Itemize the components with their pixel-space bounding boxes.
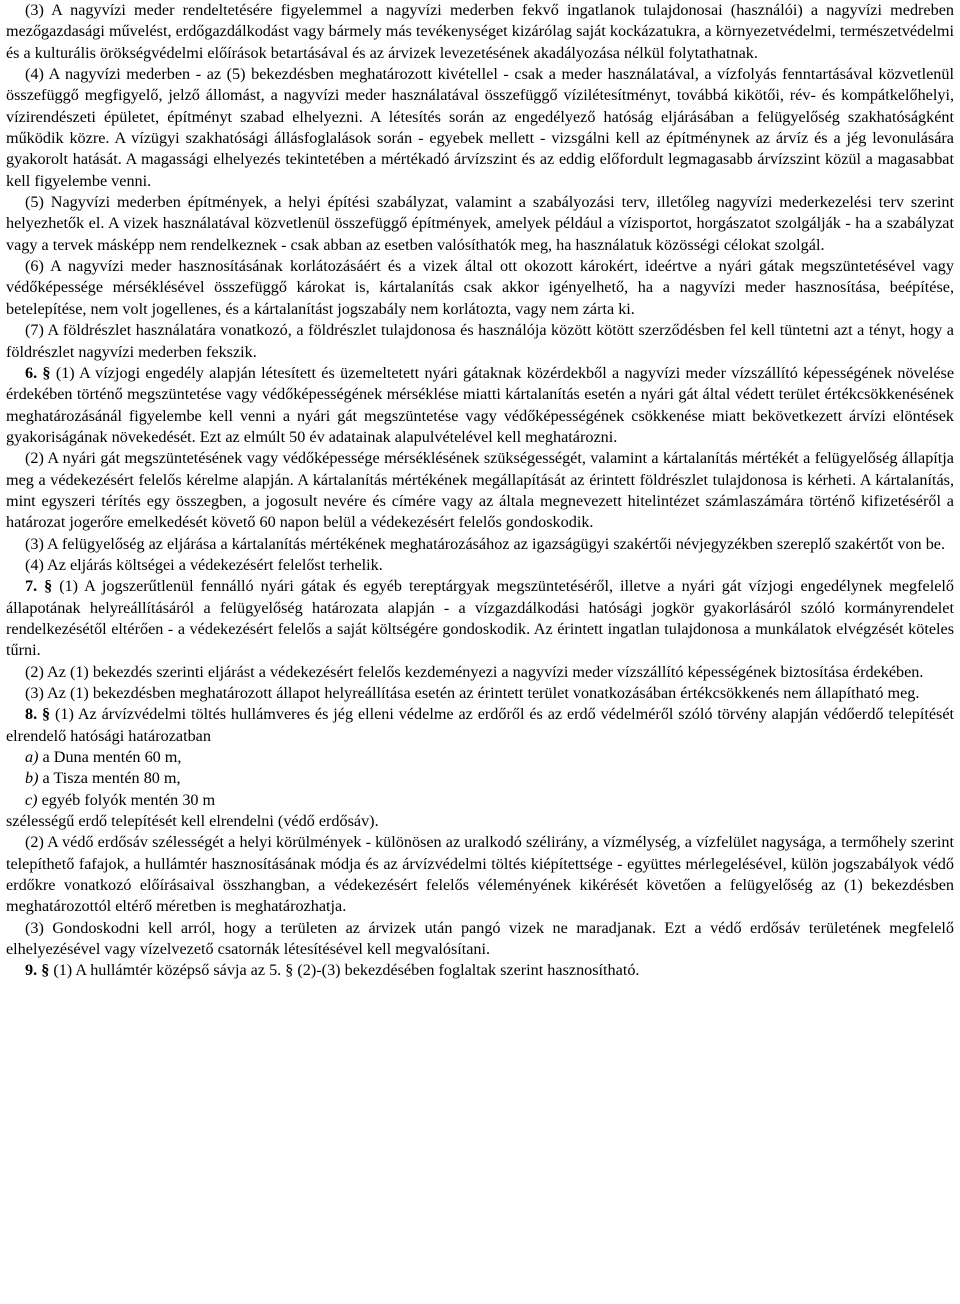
- paragraph-8-2: (2) A védő erdősáv szélességét a helyi körülmények - különösen az uralkodó szélirány, a vízmélység, a vízfelület nagysága, a termőhely szerint telepíthető fafajok, a hullámtér hasznosításának módja és az árvízvédelmi töltés kiépítettsége - együttes mérlegelésével, külön jogszabályok védő erdőkre vonatkozó előírásaival összhangban, a védekezésért felelős véleményének kikérését követően a felügyelőség az (1) bekezdésben meghatározottól eltérő méretben is meghatározhatja.: [6, 833, 954, 916]
- paragraph-5-3: (3) A nagyvízi meder rendeltetésére figyelemmel a nagyvízi mederben fekvő ingatlanok tulajdonosai (használói) a nagyvízi medreben mezőgazdasági művelést, erdőgazdálkodást vagy bármely más tevékenységet kizárólag saját kockázatukra, a környezetvédelmi, természetvédelmi és a kulturális örökségvédelmi előírások betartásával és az árvizek levezetésének akadályozása nélkül folytathatnak.: [6, 1, 954, 62]
- list-item-c: [6, 790, 954, 811]
- paragraph-7-2: (2) Az (1) bekezdés szerinti eljárást a védekezésért felelős kezdeményezi a nagyvízi meder vízszállító képességének biztosítása érdekében.: [25, 662, 924, 681]
- paragraph-5-4: (4) A nagyvízi mederben - az (5) bekezdésben meghatározott kivétellel - csak a meder használatával, a vízfolyás fenntartásával közvetlenül összefüggő megfigyelő, jelző állomást, a nagyvízi meder használatával összefüggő vízilétesítményt, továbbá kikötői, rév- és kompátkelőhelyi, vízirendészeti épületet, építményt szabad elhelyezni. A létesítés során az engedélyező hatóság eljárásában a felügyelőség szakhatóságként működik közre. A vízügyi szakhatósági állásfoglalások során - egyebek mellett - vizsgálni kell az építménynek az árvíz és a jég levonulására gyakorolt hatását. A magassági elhelyezés tekintetében a mértékadó árvízszint és az eddig előfordult legmagasabb árvízszint közül a magasabbat kell figyelembe venni.: [6, 65, 954, 190]
- list-text: egyéb folyók mentén 30 m: [37, 790, 216, 809]
- list-letter: a): [25, 748, 39, 767]
- list-item-b: [6, 768, 954, 789]
- paragraph-8-1-continuation: szélességű erdő telepítését kell elrendelni (védő erdősáv).: [6, 812, 379, 831]
- list-text: a Tisza mentén 80 m,: [38, 769, 181, 788]
- paragraph-text: (1) A jogszerűtlenül fennálló nyári gátak és egyéb tereptárgyak megszüntetéséről, illetve a nyári gát vízjogi engedélynek megfelelő állapotának helyreállításáról a felügyelőség határozata alapján - a vízgazdálkodási hatósági jogkör gyakorlásáról szóló kormányrendelet rendelkezésétől eltérően - a védekezésért felelős a saját költségére gondoskodik. Az érintett ingatlan tulajdonosa a munkálatok elvégzését köteles tűrni.: [6, 577, 954, 660]
- section-number: 9. §: [25, 961, 50, 980]
- paragraph-8-3: (3) Gondoskodni kell arról, hogy a területen az árvizek után pangó vizek ne maradjanak. Ezt a védő erdősáv területének megfelelő elhelyezésével vagy vízelvezető csatornák létesítésével kell megvalósítani.: [6, 918, 954, 959]
- paragraph-8-1: [6, 704, 954, 747]
- paragraph-text: (1) Az árvízvédelmi töltés hullámveres és jég elleni védelme az erdőről és az erdő védelméről szóló törvény alapján védőerdő telepítését elrendelő hatósági határozatban: [6, 705, 955, 745]
- paragraph-text: (1) A hullámtér középső sávja az 5. § (2)-(3) bekezdésében foglaltak szerint hasznosítható.: [49, 961, 640, 980]
- paragraph-6-2: (2) A nyári gát megszüntetésének vagy védőképessége mérséklésének szükségességét, valamint a kártalanítás mértékét a felügyelőség állapítja meg a védekezésért felelős kérelme alapján. A kártalanítás mértékének megállapítását az érintett földrészlet tulajdonosa is kérheti. A kártalanítás, mint egyszeri térítés egy összegben, a jogosult nevére és címére vagy az általa megnevezett hitelintézet számlaszámára történő kifizetéséről a határozat jogerőre emelkedését követő 60 napon belül a védekezésért felelős gondoskodik.: [6, 449, 954, 532]
- paragraph-7-3: (3) Az (1) bekezdésben meghatározott állapot helyreállítása esetén az érintett terület vonatkozásában értékcsökkenés nem állapítható meg.: [25, 684, 920, 702]
- paragraph-9-1: [6, 960, 954, 981]
- list-letter: c): [25, 790, 38, 809]
- list-letter: b): [25, 769, 39, 788]
- paragraph-6-3: (3) A felügyelőség az eljárása a kártalanítás mértékének meghatározásához az igazságügyi szakértői névjegyzékben szereplő szakértőt von be.: [25, 534, 946, 553]
- paragraph-5-5: (5) Nagyvízi mederben építmények, a helyi építési szabályzat, valamint a szabályozási terv, illetőleg nagyvízi mederkezelési terv szerint helyezhetők el. A vizek használatával közvetlenül összefüggő építmények, amelyek például a vízisportot, horgászatot szolgálják - ha a szabályzat vagy a tervek másképp nem rendelkeznek - csak abban az esetben valósíthatók meg, ha használatuk közösségi célokat szolgál.: [6, 193, 954, 254]
- section-number: 6. §: [25, 363, 51, 382]
- paragraph-5-6: (6) A nagyvízi meder hasznosításának korlátozásáért és a vizek által ott okozott károkért, ideértve a nyári gátak megszüntetésével vagy védőképessége mérséklésével összefüggő károkat is, kártalanítás csak akkor igényelhető, ha a nagyvízi meder hasznosítása, beépítése, betelepítése, nem volt jogellenes, és a kártalanítást jogszabály nem korlátozta, vagy nem zárta ki.: [6, 257, 954, 318]
- list-text: a Duna mentén 60 m,: [38, 748, 182, 767]
- paragraph-5-7: (7) A földrészlet használatára vonatkozó, a földrészlet tulajdonosa és használója között kötött szerződésben fel kell tüntetni azt a tényt, hogy a földrészlet nagyvízi mederben fekszik.: [6, 321, 954, 361]
- paragraph-6-4: (4) Az eljárás költségei a védekezésért felelőst terhelik.: [25, 555, 383, 574]
- section-number: 8. §: [25, 705, 51, 724]
- section-number: 7. §: [25, 577, 53, 596]
- paragraph-7-1: [6, 576, 954, 661]
- paragraph-text: (1) A vízjogi engedély alapján létesített és üzemeltetett nyári gátaknak közérdekből a nagyvízi meder vízszállító képességének növelése érdekében történő megszüntetése vagy védőképességének mérséklése miatti kártalanítás esetén a nyári gát által védett terület értékcsökkenésének meghatározásánál figyelembe kell venni a nyári gát megszüntetése vagy védőképességének csökkenése miatt bekövetkezett árvízi elöntések gyakoriságának növekedését. Ezt az elmúlt 50 év adatainak alapulvételével kell meghatározni.: [6, 363, 955, 446]
- paragraph-6-1: [6, 363, 954, 448]
- list-item-a: [6, 747, 954, 768]
